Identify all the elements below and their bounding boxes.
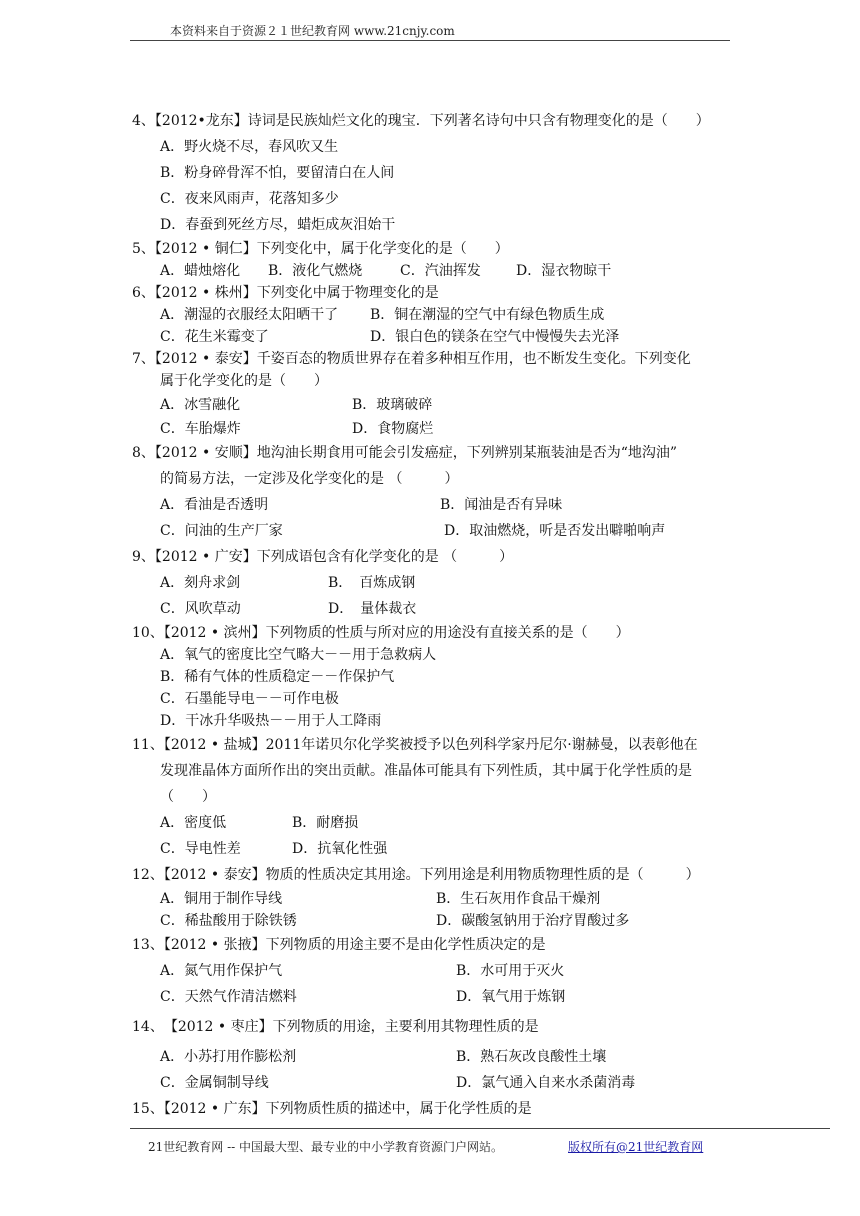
option-row (132, 160, 752, 186)
option-row (132, 260, 752, 282)
option-row (132, 1070, 752, 1096)
option-row (132, 688, 752, 710)
option: C．花生米霉变了 (160, 329, 269, 345)
question-stem: 7、【2012 • 泰安】千姿百态的物质世界存在着多种相互作用，也不断发生变化。下列变化 (132, 351, 691, 367)
question-10 (132, 622, 752, 732)
question-stem: 10、【2012 • 滨州】下列物质的性质与所对应的用途没有直接关系的是（ ） (132, 625, 630, 641)
option: C．问油的生产厂家 (160, 523, 283, 539)
option: D．氧气用于炼钢 (456, 989, 566, 1005)
question-stem-cont: 的简易方法，一定涉及化学变化的是 （ ） (160, 471, 459, 487)
option: C．车胎爆炸 (160, 421, 241, 437)
question-stem: 13、【2012 • 张掖】下列物质的用途主要不是由化学性质决定的是 (132, 937, 546, 953)
option-row (132, 666, 752, 688)
option: B．稀有气体的性质稳定－－作保护气 (160, 669, 395, 685)
option: B．熟石灰改良酸性土壤 (456, 1049, 607, 1065)
copyright-link[interactable]: 版权所有@21世纪教育网 (568, 1140, 704, 1154)
option-row (132, 304, 752, 326)
option-row (132, 392, 752, 418)
option: D．春蚕到死丝方尽，蜡炬成灰泪始干 (160, 217, 396, 233)
option-row (132, 810, 752, 836)
option: A．潮湿的衣服经太阳晒干了 (160, 307, 339, 323)
question-stem: 4、【2012•龙东】诗词是民族灿烂文化的瑰宝．下列著名诗句中只含有物理变化的是（ ） (132, 113, 710, 129)
question-stem: 15、【2012 • 广东】下列物质性质的描述中，属于化学性质的是 (132, 1101, 532, 1117)
option: A．刻舟求剑 (160, 575, 241, 591)
question-12 (132, 862, 752, 932)
option: B．粉身碎骨浑不怕，要留清白在人间 (160, 165, 395, 181)
option: B． 百炼成钢 (328, 575, 416, 591)
question-stem: 11、【2012 • 盐城】2011年诺贝尔化学奖被授予以色列科学家丹尼尔·谢赫曼，以表彰他在 (132, 737, 698, 753)
option: B．玻璃破碎 (352, 397, 433, 413)
option: C．汽油挥发 (400, 263, 481, 279)
question-stem-cont: 发现准晶体方面所作出的突出贡献。准晶体可能具有下列性质，其中属于化学性质的是 (160, 763, 692, 779)
option: A．看油是否透明 (160, 497, 269, 513)
option-row (132, 418, 752, 440)
question-8 (132, 440, 752, 544)
option: C．夜来风雨声，花落知多少 (160, 191, 339, 207)
option: A．蜡烛熔化 (160, 263, 241, 279)
option-row (132, 984, 752, 1010)
option-row (132, 212, 752, 238)
option: B．生石灰用作食品干燥剂 (436, 891, 601, 907)
question-stem: 5、【2012 • 铜仁】下列变化中，属于化学变化的是（ ） (132, 241, 509, 257)
question-stem: 9、【2012 • 广安】下列成语包含有化学变化的是 （ ） (132, 549, 514, 565)
option: B．水可用于灭火 (456, 963, 565, 979)
question-15 (132, 1096, 752, 1122)
question-6 (132, 282, 752, 348)
option: D．湿衣物晾干 (516, 263, 612, 279)
header-text: 本资料来自于资源２１世纪教育网 www.21cnjy.com (170, 24, 455, 38)
option: A．氧气的密度比空气略大－－用于急救病人 (160, 647, 437, 663)
option-row (132, 326, 752, 348)
option: B．耐磨损 (292, 815, 359, 831)
option-row (132, 492, 752, 518)
option: C．导电性差 (160, 841, 241, 857)
option-row (132, 570, 752, 596)
footer-divider (130, 1128, 830, 1129)
option: A．野火烧不尽，春风吹又生 (160, 139, 339, 155)
option: C．金属铜制导线 (160, 1075, 269, 1091)
question-stem-cont: 属于化学变化的是（ ） (160, 373, 328, 389)
question-stem: 14、 【2012 • 枣庄】下列物质的用途，主要利用其物理性质的是 (132, 1019, 539, 1035)
question-7 (132, 348, 752, 440)
option: D．抗氧化性强 (292, 841, 388, 857)
option-row (132, 836, 752, 862)
header-divider (130, 40, 730, 41)
option-row (132, 134, 752, 160)
question-stem: 8、【2012 • 安顺】地沟油长期食用可能会引发癌症，下列辨别某瓶装油是否为“地沟油” (132, 445, 678, 461)
option: A．冰雪融化 (160, 397, 241, 413)
option: C．风吹草动 (160, 601, 241, 617)
option: D．氯气通入自来水杀菌消毒 (456, 1075, 636, 1091)
question-list (132, 108, 752, 1122)
option: B．闻油是否有异味 (440, 497, 563, 513)
option-row (132, 910, 752, 932)
option: B．铜在潮湿的空气中有绿色物质生成 (370, 307, 605, 323)
footer-text: 21世纪教育网 -- 中国最大型、最专业的中小学教育资源门户网站。 (148, 1140, 504, 1154)
option: D．取油燃烧，听是否发出噼啪响声 (444, 523, 666, 539)
option-row (132, 710, 752, 732)
option: D．银白色的镁条在空气中慢慢失去光泽 (370, 329, 620, 345)
question-5 (132, 238, 752, 282)
option: B．液化气燃烧 (268, 263, 363, 279)
option-row (132, 186, 752, 212)
question-14 (132, 1010, 752, 1096)
option: C．稀盐酸用于除铁锈 (160, 913, 297, 929)
option: A．密度低 (160, 815, 227, 831)
question-stem: 6、【2012 • 株州】下列变化中属于物理变化的是 (132, 285, 439, 301)
question-stem-cont: （ ） (160, 789, 216, 805)
option: A．小苏打用作膨松剂 (160, 1049, 297, 1065)
option: C．天然气作清洁燃料 (160, 989, 297, 1005)
question-11 (132, 732, 752, 862)
option-row (132, 958, 752, 984)
option-row (132, 644, 752, 666)
option: D． 量体裁衣 (328, 601, 417, 617)
option-row (132, 518, 752, 544)
option: D．干冰升华吸热－－用于人工降雨 (160, 713, 382, 729)
option: A．铜用于制作导线 (160, 891, 283, 907)
question-stem: 12、【2012 • 泰安】物质的性质决定其用途。下列用途是利用物质物理性质的是（ ） (132, 867, 700, 883)
option-row (132, 596, 752, 622)
question-4 (132, 108, 752, 238)
option-row (132, 1044, 752, 1070)
option: D．食物腐烂 (352, 421, 434, 437)
question-9 (132, 544, 752, 622)
option: A．氮气用作保护气 (160, 963, 283, 979)
option: D．碳酸氢钠用于治疗胃酸过多 (436, 913, 630, 929)
question-13 (132, 932, 752, 1010)
option: C．石墨能导电－－可作电极 (160, 691, 339, 707)
option-row (132, 888, 752, 910)
